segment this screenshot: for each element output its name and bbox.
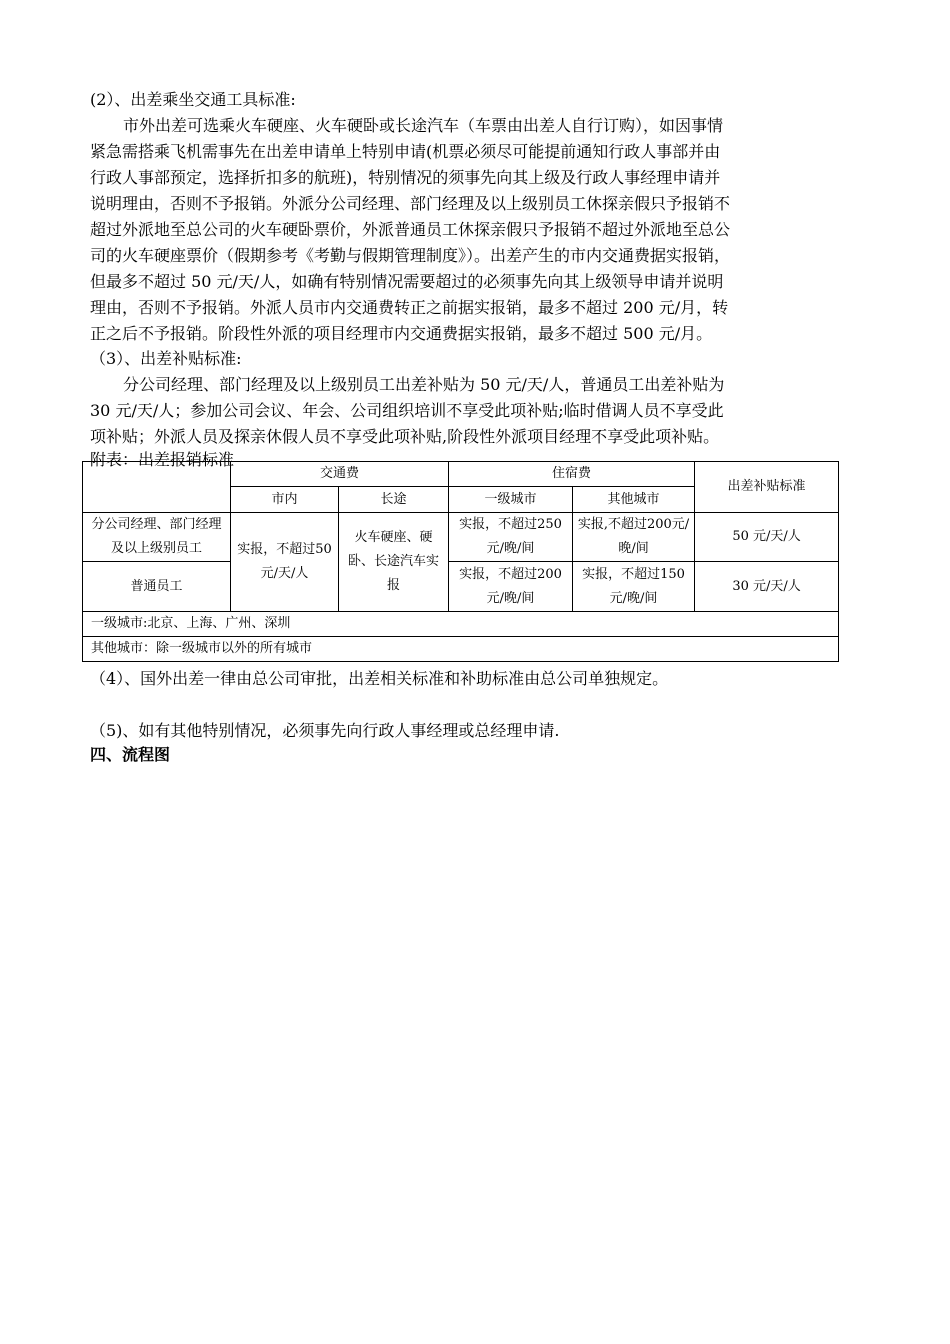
header-tier1-city: 一级城市 (449, 487, 573, 513)
table-header-row-1 (83, 462, 839, 487)
note-other-cities: 其他城市：除一级城市以外的所有城市 (83, 637, 839, 662)
section3-line-1: 分公司经理、部门经理及以上级别员工出差补贴为 50 元/天/人，普通员工出差补贴为 (123, 375, 725, 394)
table-row-staff (83, 562, 839, 612)
staff-tier1-lodging: 实报，不超过200元/晚/间 (449, 562, 573, 612)
city-transport-value: 实报，不超过50元/天/人 (231, 513, 339, 612)
header-transport: 交通费 (231, 462, 449, 487)
header-allowance: 出差补贴标准 (695, 462, 839, 513)
flowchart-heading: 四、流程图 (90, 745, 171, 764)
section2-line-9: 正之后不予报销。阶段性外派的项目经理市内交通费据实报销，最多不超过 500 元/月。 (90, 324, 713, 343)
header-city-transport: 市内 (231, 487, 339, 513)
section3-line-2: 30 元/天/人；参加公司会议、年会、公司组织培训不享受此项补贴;临时借调人员不享受此 (90, 401, 724, 420)
table-note-row-other (83, 637, 839, 662)
role-staff: 普通员工 (83, 562, 231, 612)
managers-other-lodging: 实报,不超过200元/晚/间 (573, 513, 695, 562)
section5-text: （5)、如有其他特别情况，必须事先向行政人事经理或总经理申请. (90, 721, 560, 740)
section2-line-2: 紧急需搭乘飞机需事先在出差申请单上特别申请(机票必须尽可能提前通知行政人事部并由 (90, 142, 721, 161)
section2-title: (2）、出差乘坐交通工具标准: (90, 90, 296, 109)
header-other-city: 其他城市 (573, 487, 695, 513)
section4-text: （4）、国外出差一律由总公司审批，出差相关标准和补助标准由总公司单独规定。 (90, 669, 669, 688)
note-tier1-cities: 一级城市:北京、上海、广州、深圳 (83, 612, 839, 637)
section2-line-6: 司的火车硬座票价（假期参考《考勤与假期管理制度》）。出差产生的市内交通费据实报销， (90, 246, 731, 265)
staff-allowance: 30 元/天/人 (695, 562, 839, 612)
section3-title: （3）、出差补贴标准: (90, 349, 242, 368)
table-caption: 附表：出差报销标准 (90, 450, 235, 469)
header-lodging: 住宿费 (449, 462, 695, 487)
section2-line-4: 说明理由，否则不予报销。外派分公司经理、部门经理及以上级别员工休探亲假只予报销不 (90, 194, 731, 213)
table-row-managers (83, 513, 839, 562)
header-blank-cell (83, 462, 231, 513)
section2-line-5: 超过外派地至总公司的火车硬卧票价，外派普通员工休探亲假只予报销不超过外派地至总公 (90, 220, 731, 239)
section2-line-1: 市外出差可选乘火车硬座、火车硬卧或长途汽车（车票由出差人自行订购），如因事情 (123, 116, 724, 135)
section2-line-7: 但最多不超过 50 元/天/人，如确有特别情况需要超过的必须事先向其上级领导申请并说明 (90, 272, 724, 291)
expense-standard-table (82, 461, 839, 662)
section2-line-8: 理由，否则不予报销。外派人员市内交通费转正之前据实报销，最多不超过 200 元/月，转 (90, 298, 729, 317)
managers-allowance: 50 元/天/人 (695, 513, 839, 562)
section3-line-3: 项补贴；外派人员及探亲休假人员不享受此项补贴,阶段性外派项目经理不享受此项补贴。 (90, 427, 720, 446)
long-transport-value: 火车硬座、硬卧、长途汽车实报 (339, 513, 449, 612)
staff-other-lodging: 实报，不超过150元/晚/间 (573, 562, 695, 612)
role-managers: 分公司经理、部门经理及以上级别员工 (83, 513, 231, 562)
header-long-transport: 长途 (339, 487, 449, 513)
section2-line-3: 行政人事部预定，选择折扣多的航班)，特别情况的须事先向其上级及行政人事经理申请并 (90, 168, 721, 187)
managers-tier1-lodging: 实报，不超过250元/晚/间 (449, 513, 573, 562)
table-note-row-tier1 (83, 612, 839, 637)
